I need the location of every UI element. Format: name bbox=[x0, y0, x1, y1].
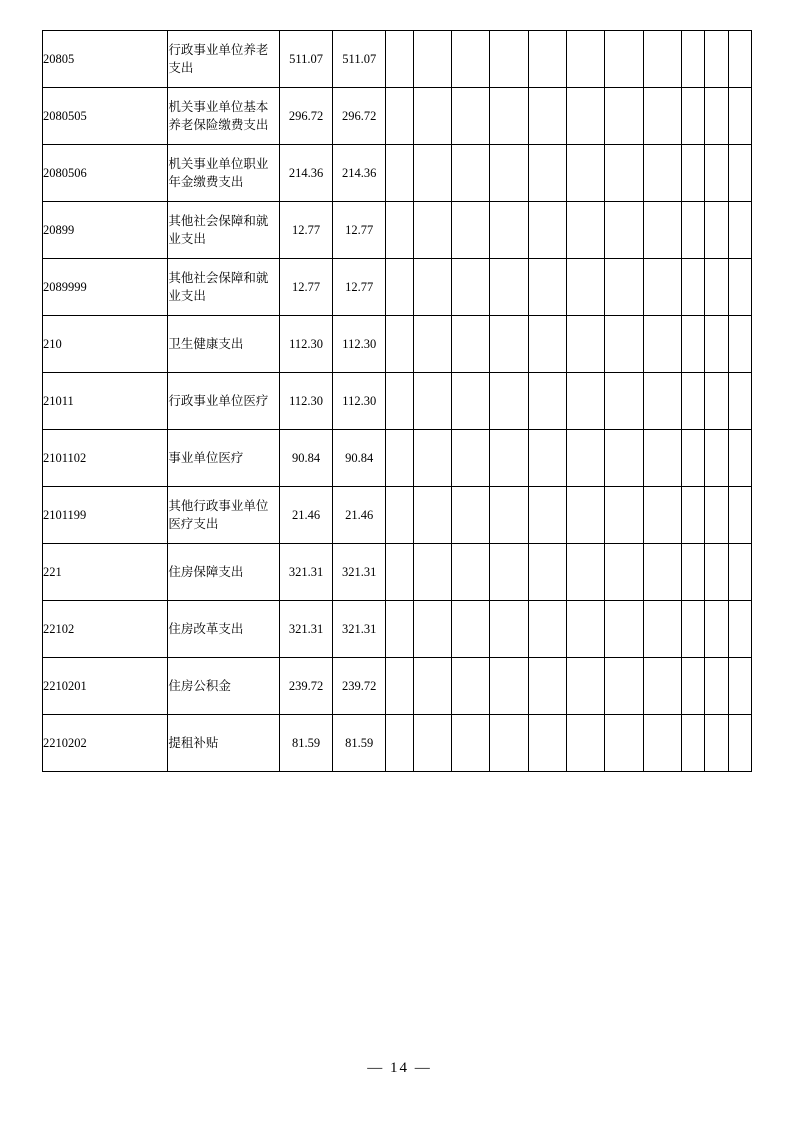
row-value-2: 12.77 bbox=[333, 202, 386, 259]
row-blank-3 bbox=[452, 316, 490, 373]
row-code: 2089999 bbox=[43, 259, 168, 316]
row-blank-9 bbox=[681, 202, 704, 259]
row-value-1: 112.30 bbox=[280, 373, 333, 430]
row-blank-10 bbox=[705, 373, 728, 430]
row-blank-5 bbox=[528, 715, 566, 772]
row-blank-4 bbox=[490, 487, 528, 544]
row-blank-4 bbox=[490, 259, 528, 316]
row-blank-11 bbox=[728, 145, 751, 202]
row-blank-4 bbox=[490, 658, 528, 715]
row-blank-7 bbox=[605, 31, 643, 88]
row-blank-4 bbox=[490, 601, 528, 658]
row-blank-8 bbox=[643, 715, 681, 772]
row-blank-10 bbox=[705, 88, 728, 145]
row-blank-11 bbox=[728, 658, 751, 715]
row-blank-1 bbox=[386, 430, 414, 487]
row-value-1: 21.46 bbox=[280, 487, 333, 544]
row-name: 机关事业单位基本养老保险缴费支出 bbox=[168, 88, 280, 145]
table-row bbox=[43, 316, 752, 373]
row-name: 其他社会保障和就业支出 bbox=[168, 202, 280, 259]
row-blank-8 bbox=[643, 430, 681, 487]
row-blank-11 bbox=[728, 259, 751, 316]
row-code: 2210201 bbox=[43, 658, 168, 715]
row-blank-10 bbox=[705, 487, 728, 544]
row-blank-9 bbox=[681, 316, 704, 373]
row-blank-7 bbox=[605, 601, 643, 658]
row-blank-8 bbox=[643, 88, 681, 145]
row-blank-3 bbox=[452, 544, 490, 601]
row-blank-1 bbox=[386, 31, 414, 88]
row-blank-1 bbox=[386, 601, 414, 658]
row-blank-9 bbox=[681, 715, 704, 772]
row-blank-10 bbox=[705, 316, 728, 373]
row-blank-2 bbox=[413, 430, 451, 487]
row-blank-5 bbox=[528, 601, 566, 658]
row-blank-7 bbox=[605, 487, 643, 544]
row-blank-9 bbox=[681, 430, 704, 487]
row-blank-10 bbox=[705, 544, 728, 601]
row-name: 事业单位医疗 bbox=[168, 430, 280, 487]
row-blank-2 bbox=[413, 601, 451, 658]
row-blank-7 bbox=[605, 88, 643, 145]
row-name: 其他社会保障和就业支出 bbox=[168, 259, 280, 316]
row-blank-2 bbox=[413, 715, 451, 772]
row-blank-4 bbox=[490, 316, 528, 373]
row-blank-11 bbox=[728, 601, 751, 658]
row-value-2: 21.46 bbox=[333, 487, 386, 544]
row-value-2: 321.31 bbox=[333, 601, 386, 658]
row-blank-8 bbox=[643, 145, 681, 202]
row-value-1: 511.07 bbox=[280, 31, 333, 88]
row-value-1: 12.77 bbox=[280, 259, 333, 316]
row-blank-9 bbox=[681, 487, 704, 544]
row-value-1: 12.77 bbox=[280, 202, 333, 259]
row-blank-4 bbox=[490, 145, 528, 202]
row-blank-2 bbox=[413, 145, 451, 202]
row-name: 住房公积金 bbox=[168, 658, 280, 715]
row-blank-10 bbox=[705, 202, 728, 259]
row-blank-11 bbox=[728, 430, 751, 487]
row-blank-10 bbox=[705, 601, 728, 658]
row-blank-1 bbox=[386, 316, 414, 373]
page-number bbox=[0, 1060, 793, 1077]
row-code: 20899 bbox=[43, 202, 168, 259]
row-blank-3 bbox=[452, 373, 490, 430]
row-blank-6 bbox=[567, 487, 605, 544]
row-blank-5 bbox=[528, 430, 566, 487]
row-blank-8 bbox=[643, 601, 681, 658]
row-blank-11 bbox=[728, 31, 751, 88]
row-blank-7 bbox=[605, 145, 643, 202]
row-value-2: 214.36 bbox=[333, 145, 386, 202]
row-blank-9 bbox=[681, 31, 704, 88]
row-blank-2 bbox=[413, 88, 451, 145]
row-value-1: 112.30 bbox=[280, 316, 333, 373]
row-blank-5 bbox=[528, 88, 566, 145]
row-blank-6 bbox=[567, 658, 605, 715]
row-blank-3 bbox=[452, 31, 490, 88]
row-name: 行政事业单位养老支出 bbox=[168, 31, 280, 88]
row-blank-6 bbox=[567, 430, 605, 487]
row-blank-6 bbox=[567, 202, 605, 259]
row-blank-7 bbox=[605, 259, 643, 316]
row-blank-8 bbox=[643, 31, 681, 88]
row-blank-5 bbox=[528, 487, 566, 544]
row-value-1: 90.84 bbox=[280, 430, 333, 487]
row-blank-3 bbox=[452, 715, 490, 772]
row-blank-1 bbox=[386, 259, 414, 316]
row-blank-5 bbox=[528, 31, 566, 88]
table-row bbox=[43, 601, 752, 658]
row-blank-3 bbox=[452, 202, 490, 259]
row-blank-1 bbox=[386, 88, 414, 145]
table-row bbox=[43, 430, 752, 487]
row-value-2: 112.30 bbox=[333, 316, 386, 373]
row-blank-10 bbox=[705, 259, 728, 316]
row-blank-4 bbox=[490, 430, 528, 487]
row-value-2: 321.31 bbox=[333, 544, 386, 601]
row-blank-7 bbox=[605, 715, 643, 772]
row-blank-4 bbox=[490, 373, 528, 430]
budget-table-body bbox=[43, 31, 752, 772]
row-blank-8 bbox=[643, 259, 681, 316]
row-value-2: 81.59 bbox=[333, 715, 386, 772]
row-blank-8 bbox=[643, 373, 681, 430]
row-blank-10 bbox=[705, 31, 728, 88]
row-blank-4 bbox=[490, 715, 528, 772]
row-code: 20805 bbox=[43, 31, 168, 88]
row-blank-1 bbox=[386, 487, 414, 544]
row-name: 卫生健康支出 bbox=[168, 316, 280, 373]
row-blank-1 bbox=[386, 373, 414, 430]
row-value-2: 239.72 bbox=[333, 658, 386, 715]
row-blank-5 bbox=[528, 202, 566, 259]
row-value-1: 81.59 bbox=[280, 715, 333, 772]
row-blank-7 bbox=[605, 658, 643, 715]
row-value-2: 90.84 bbox=[333, 430, 386, 487]
row-code: 2080506 bbox=[43, 145, 168, 202]
row-code: 2080505 bbox=[43, 88, 168, 145]
row-blank-2 bbox=[413, 316, 451, 373]
row-value-2: 296.72 bbox=[333, 88, 386, 145]
row-blank-11 bbox=[728, 487, 751, 544]
row-blank-5 bbox=[528, 373, 566, 430]
row-blank-7 bbox=[605, 202, 643, 259]
row-blank-5 bbox=[528, 658, 566, 715]
row-blank-10 bbox=[705, 658, 728, 715]
row-code: 21011 bbox=[43, 373, 168, 430]
row-blank-2 bbox=[413, 31, 451, 88]
budget-table-container bbox=[42, 30, 752, 772]
row-blank-4 bbox=[490, 202, 528, 259]
row-blank-4 bbox=[490, 88, 528, 145]
row-blank-3 bbox=[452, 601, 490, 658]
row-value-1: 321.31 bbox=[280, 544, 333, 601]
row-blank-8 bbox=[643, 544, 681, 601]
row-blank-11 bbox=[728, 544, 751, 601]
row-code: 210 bbox=[43, 316, 168, 373]
row-code: 2210202 bbox=[43, 715, 168, 772]
row-blank-7 bbox=[605, 316, 643, 373]
table-row bbox=[43, 715, 752, 772]
row-blank-11 bbox=[728, 202, 751, 259]
row-blank-3 bbox=[452, 487, 490, 544]
row-blank-5 bbox=[528, 145, 566, 202]
row-blank-8 bbox=[643, 316, 681, 373]
row-value-2: 12.77 bbox=[333, 259, 386, 316]
row-blank-9 bbox=[681, 658, 704, 715]
table-row bbox=[43, 202, 752, 259]
row-blank-1 bbox=[386, 544, 414, 601]
row-blank-2 bbox=[413, 202, 451, 259]
row-blank-2 bbox=[413, 658, 451, 715]
table-row bbox=[43, 145, 752, 202]
row-value-2: 511.07 bbox=[333, 31, 386, 88]
row-blank-11 bbox=[728, 373, 751, 430]
row-blank-4 bbox=[490, 544, 528, 601]
row-name: 行政事业单位医疗 bbox=[168, 373, 280, 430]
row-blank-2 bbox=[413, 544, 451, 601]
row-blank-9 bbox=[681, 601, 704, 658]
row-blank-1 bbox=[386, 145, 414, 202]
row-blank-9 bbox=[681, 88, 704, 145]
row-code: 2101199 bbox=[43, 487, 168, 544]
row-blank-1 bbox=[386, 715, 414, 772]
row-blank-2 bbox=[413, 373, 451, 430]
table-row bbox=[43, 259, 752, 316]
row-blank-11 bbox=[728, 316, 751, 373]
row-blank-3 bbox=[452, 145, 490, 202]
row-blank-1 bbox=[386, 202, 414, 259]
row-blank-3 bbox=[452, 658, 490, 715]
row-blank-6 bbox=[567, 544, 605, 601]
row-blank-6 bbox=[567, 259, 605, 316]
row-blank-3 bbox=[452, 259, 490, 316]
row-blank-9 bbox=[681, 259, 704, 316]
row-blank-2 bbox=[413, 487, 451, 544]
row-name: 住房改革支出 bbox=[168, 601, 280, 658]
row-blank-6 bbox=[567, 715, 605, 772]
row-blank-8 bbox=[643, 487, 681, 544]
budget-table bbox=[42, 30, 752, 772]
table-row bbox=[43, 31, 752, 88]
table-row bbox=[43, 88, 752, 145]
row-code: 2101102 bbox=[43, 430, 168, 487]
row-code: 221 bbox=[43, 544, 168, 601]
row-blank-9 bbox=[681, 373, 704, 430]
row-blank-8 bbox=[643, 202, 681, 259]
row-blank-2 bbox=[413, 259, 451, 316]
table-row bbox=[43, 544, 752, 601]
row-value-1: 214.36 bbox=[280, 145, 333, 202]
row-name: 住房保障支出 bbox=[168, 544, 280, 601]
row-code: 22102 bbox=[43, 601, 168, 658]
row-value-1: 296.72 bbox=[280, 88, 333, 145]
row-blank-5 bbox=[528, 544, 566, 601]
row-blank-9 bbox=[681, 544, 704, 601]
table-row bbox=[43, 373, 752, 430]
row-blank-9 bbox=[681, 145, 704, 202]
row-blank-11 bbox=[728, 88, 751, 145]
row-blank-1 bbox=[386, 658, 414, 715]
row-blank-7 bbox=[605, 373, 643, 430]
row-blank-6 bbox=[567, 88, 605, 145]
row-blank-7 bbox=[605, 544, 643, 601]
table-row bbox=[43, 658, 752, 715]
row-blank-10 bbox=[705, 145, 728, 202]
row-name: 其他行政事业单位医疗支出 bbox=[168, 487, 280, 544]
row-blank-3 bbox=[452, 88, 490, 145]
row-blank-7 bbox=[605, 430, 643, 487]
row-value-1: 321.31 bbox=[280, 601, 333, 658]
row-name: 机关事业单位职业年金缴费支出 bbox=[168, 145, 280, 202]
table-row bbox=[43, 487, 752, 544]
row-blank-11 bbox=[728, 715, 751, 772]
row-value-2: 112.30 bbox=[333, 373, 386, 430]
row-blank-5 bbox=[528, 316, 566, 373]
row-blank-6 bbox=[567, 373, 605, 430]
row-blank-8 bbox=[643, 658, 681, 715]
row-blank-6 bbox=[567, 31, 605, 88]
row-blank-6 bbox=[567, 316, 605, 373]
row-blank-6 bbox=[567, 145, 605, 202]
row-blank-10 bbox=[705, 430, 728, 487]
row-blank-4 bbox=[490, 31, 528, 88]
row-blank-3 bbox=[452, 430, 490, 487]
row-blank-6 bbox=[567, 601, 605, 658]
row-name: 提租补贴 bbox=[168, 715, 280, 772]
row-blank-10 bbox=[705, 715, 728, 772]
page-number-text: — 14 — bbox=[367, 1060, 432, 1076]
row-value-1: 239.72 bbox=[280, 658, 333, 715]
row-blank-5 bbox=[528, 259, 566, 316]
